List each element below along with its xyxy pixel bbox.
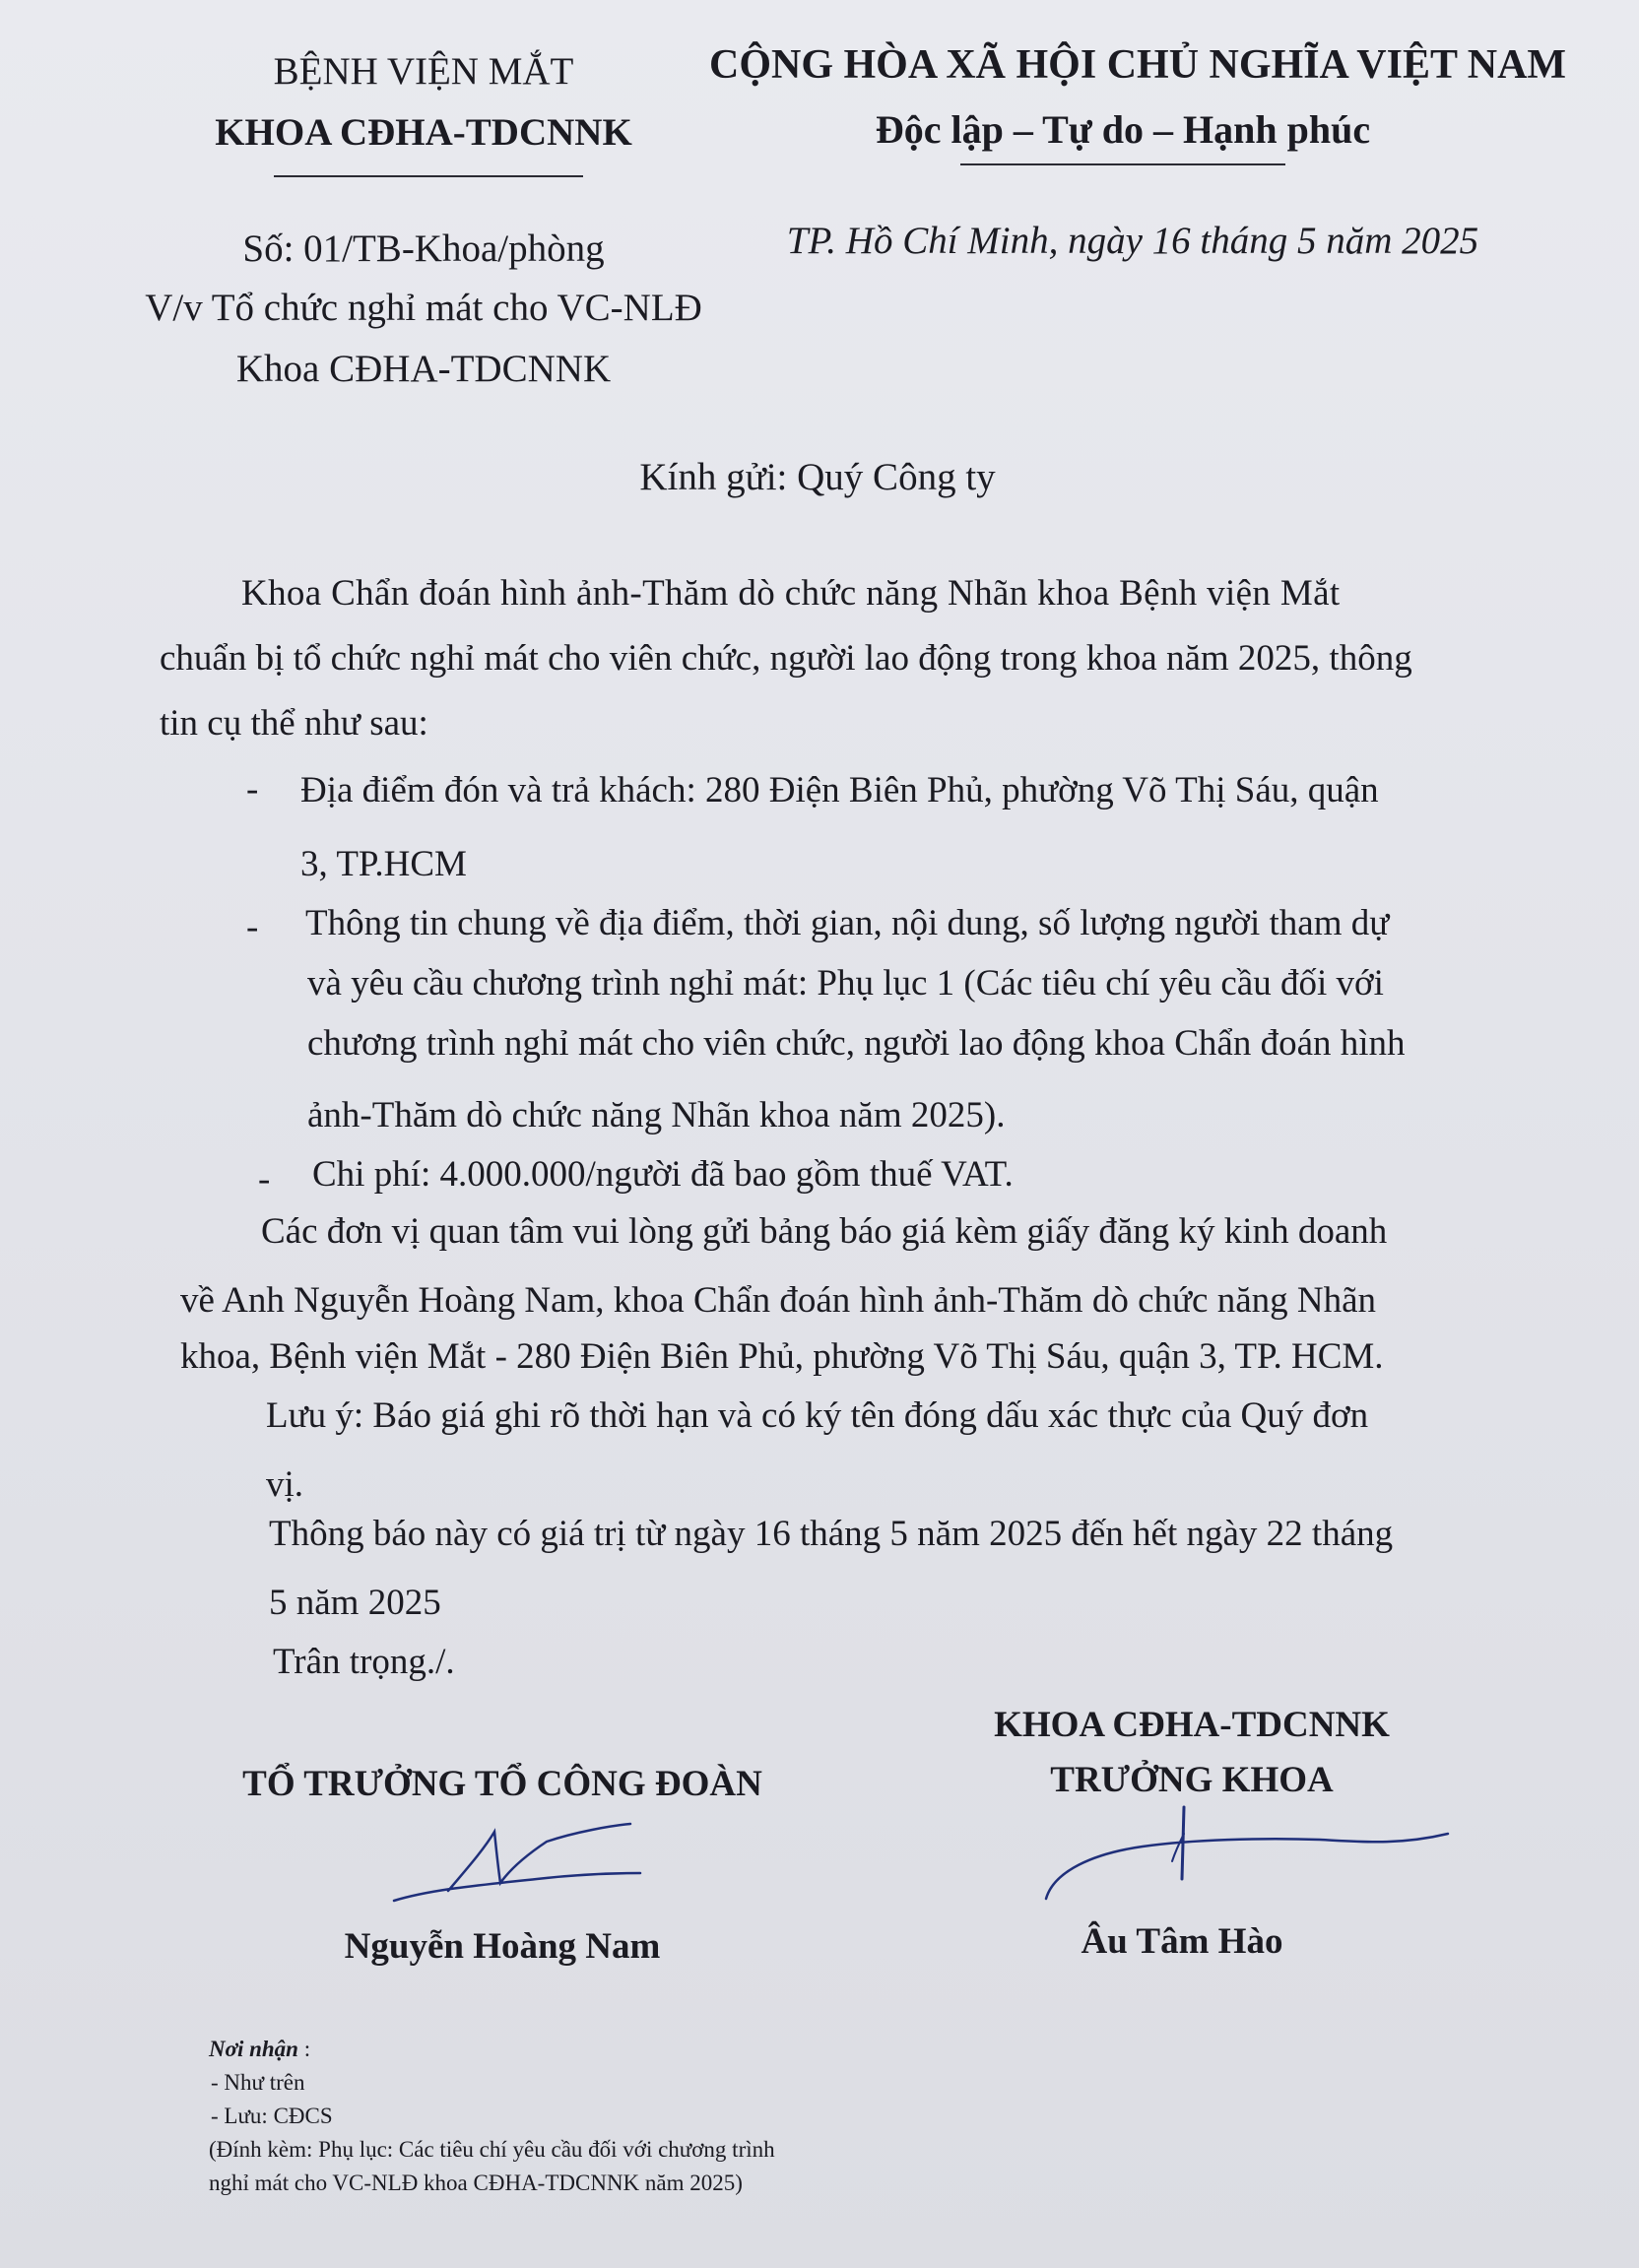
recipients-heading-colon: : (297, 2037, 311, 2061)
subject-line-1: V/v Tổ chức nghỉ mát cho VC-NLĐ (145, 287, 702, 329)
attachment-line-1: (Đính kèm: Phụ lục: Các tiêu chí yêu cầu đối với chương trình (209, 2137, 775, 2162)
bullet-marker: - (246, 907, 259, 947)
note-line-2: vị. (266, 1464, 304, 1505)
national-motto: Độc lập – Tự do – Hạnh phúc (875, 107, 1371, 152)
signature-right-name: Âu Tâm Hào (1081, 1921, 1283, 1962)
bullet-marker: - (258, 1159, 271, 1199)
bullet-2-line-4: ảnh-Thăm dò chức năng Nhãn khoa năm 2025). (307, 1095, 1006, 1135)
bullet-1-line-2: 3, TP.HCM (300, 844, 467, 884)
intro-line-1: Khoa Chẩn đoán hình ảnh-Thăm dò chức năng Nhãn khoa Bệnh viện Mắt (241, 573, 1341, 614)
recipients-heading (209, 2033, 310, 2066)
intro-line-3: tin cụ thể như sau: (160, 703, 428, 744)
note-line-1: Lưu ý: Báo giá ghi rõ thời hạn và có ký tên đóng dấu xác thực của Quý đơn (266, 1395, 1369, 1436)
salutation: Kính gửi: Quý Công ty (639, 456, 996, 498)
bullet-2-line-3: chương trình nghỉ mát cho viên chức, người lao động khoa Chẩn đoán hình (307, 1023, 1406, 1064)
nation-heading: CỘNG HÒA XÃ HỘI CHỦ NGHĨA VIỆT NAM (709, 42, 1567, 88)
validity-line-2: 5 năm 2025 (269, 1583, 441, 1623)
signature-left-name: Nguyễn Hoàng Nam (344, 1926, 661, 1967)
motto-underline (960, 163, 1285, 165)
contact-line-1: Các đơn vị quan tâm vui lòng gửi bảng báo giá kèm giấy đăng ký kinh doanh (261, 1211, 1388, 1252)
bullet-2-line-2: và yêu cầu chương trình nghỉ mát: Phụ lục 1 (Các tiêu chí yêu cầu đối với (307, 963, 1384, 1004)
recipients-heading-label: Nơi nhận (209, 2037, 298, 2061)
contact-line-2: về Anh Nguyễn Hoàng Nam, khoa Chẩn đoán hình ảnh-Thăm dò chức năng Nhãn (180, 1280, 1377, 1321)
attachment-line-2: nghỉ mát cho VC-NLĐ khoa CĐHA-TDCNNK năm 2025) (209, 2171, 743, 2195)
bullet-2-line-1: Thông tin chung về địa điểm, thời gian, nội dung, số lượng người tham dự (305, 903, 1390, 943)
document-number: Số: 01/TB-Khoa/phòng (242, 227, 605, 270)
signature-left-title: TỔ TRƯỞNG TỔ CÔNG ĐOÀN (242, 1764, 762, 1804)
validity-line-1: Thông báo này có giá trị từ ngày 16 tháng 5 năm 2025 đến hết ngày 22 tháng (269, 1514, 1394, 1554)
contact-line-3: khoa, Bệnh viện Mắt - 280 Điện Biên Phủ, phường Võ Thị Sáu, quận 3, TP. HCM. (180, 1336, 1384, 1377)
closing: Trân trọng./. (273, 1642, 455, 1682)
signature-right-title: TRƯỞNG KHOA (1050, 1760, 1334, 1800)
department-name: KHOA CĐHA-TDCNNK (215, 111, 632, 154)
signature-right-dept: KHOA CĐHA-TDCNNK (994, 1705, 1390, 1745)
intro-line-2: chuẩn bị tổ chức nghỉ mát cho viên chức, người lao động trong khoa năm 2025, thông (160, 638, 1412, 679)
bullet-3-line-1: Chi phí: 4.000.000/người đã bao gồm thuế VAT. (312, 1154, 1014, 1195)
signature-right-handwriting (1024, 1802, 1458, 1920)
recipient-item: - Lưu: CĐCS (211, 2104, 333, 2128)
signature-left-handwriting (374, 1812, 670, 1920)
place-date: TP. Hồ Chí Minh, ngày 16 tháng 5 năm 2025 (786, 220, 1479, 262)
recipient-item: - Như trên (211, 2070, 305, 2095)
bullet-1-line-1: Địa điểm đón và trả khách: 280 Điện Biên Phủ, phường Võ Thị Sáu, quận (300, 770, 1379, 810)
bullet-marker: - (246, 769, 259, 810)
subject-line-2: Khoa CĐHA-TDCNNK (235, 348, 612, 390)
header-left-underline (274, 175, 583, 177)
org-name: BỆNH VIỆN MẮT (273, 50, 574, 93)
